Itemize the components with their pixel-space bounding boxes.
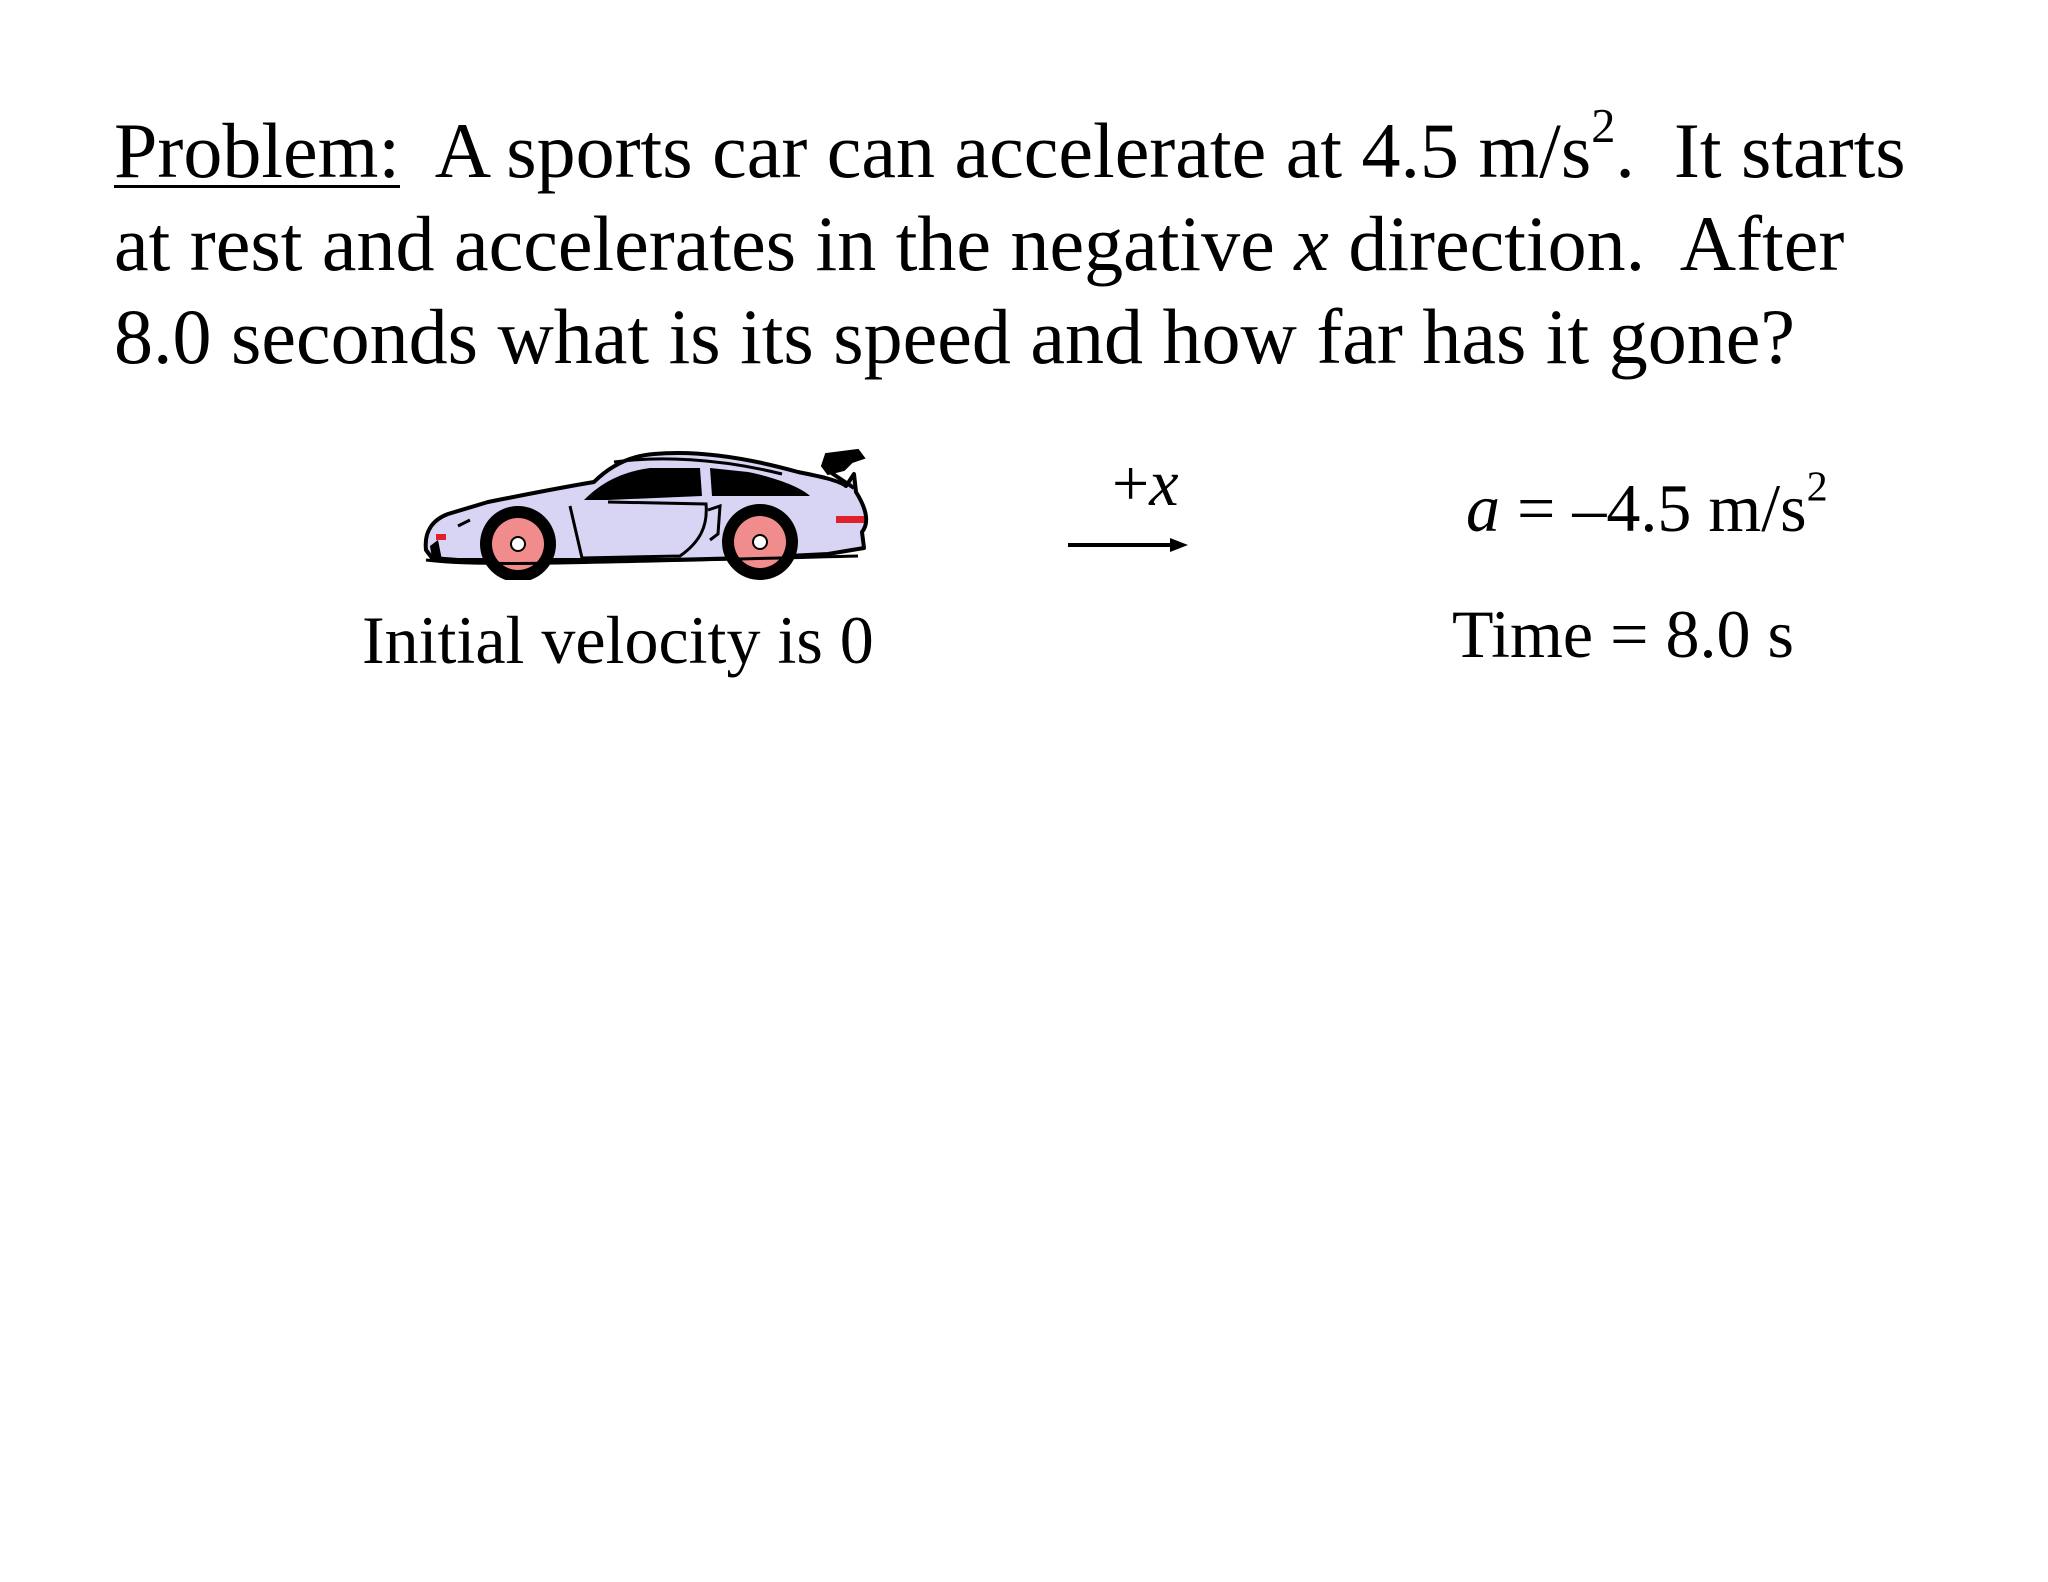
acceleration-equals-value: = –4.5 m/s [1500, 470, 1807, 546]
sports-car-icon [418, 448, 908, 580]
positive-x-label [1112, 448, 1179, 520]
problem-line-2 [114, 197, 1974, 290]
initial-velocity-caption: Initial velocity is 0 [362, 602, 874, 678]
axis-sign: + [1112, 447, 1150, 520]
time-value: Time = 8.0 s [1452, 596, 1794, 672]
problem-label: Problem: [114, 107, 400, 194]
problem-line-1 [114, 100, 1974, 197]
problem-statement [114, 100, 1974, 383]
acceleration-symbol: a [1466, 470, 1500, 546]
problem-line-1-tail: . It starts [1615, 107, 1906, 194]
acceleration-unit-exponent: 2 [1806, 463, 1828, 511]
problem-line-2-pre: at rest and accelerates in the negative [114, 200, 1295, 287]
acceleration-exponent: 2 [1591, 100, 1616, 154]
problem-line-3: 8.0 seconds what is its speed and how far has it gone? [114, 293, 1795, 380]
problem-line-1-text: A sports car can accelerate at 4.5 m/s [434, 107, 1592, 194]
acceleration-value [1466, 463, 1828, 548]
positive-x-arrow-icon [1066, 530, 1190, 560]
problem-line-2-post: direction. After [1328, 200, 1845, 287]
problem-x-variable: x [1294, 200, 1329, 287]
axis-variable: x [1149, 447, 1179, 520]
